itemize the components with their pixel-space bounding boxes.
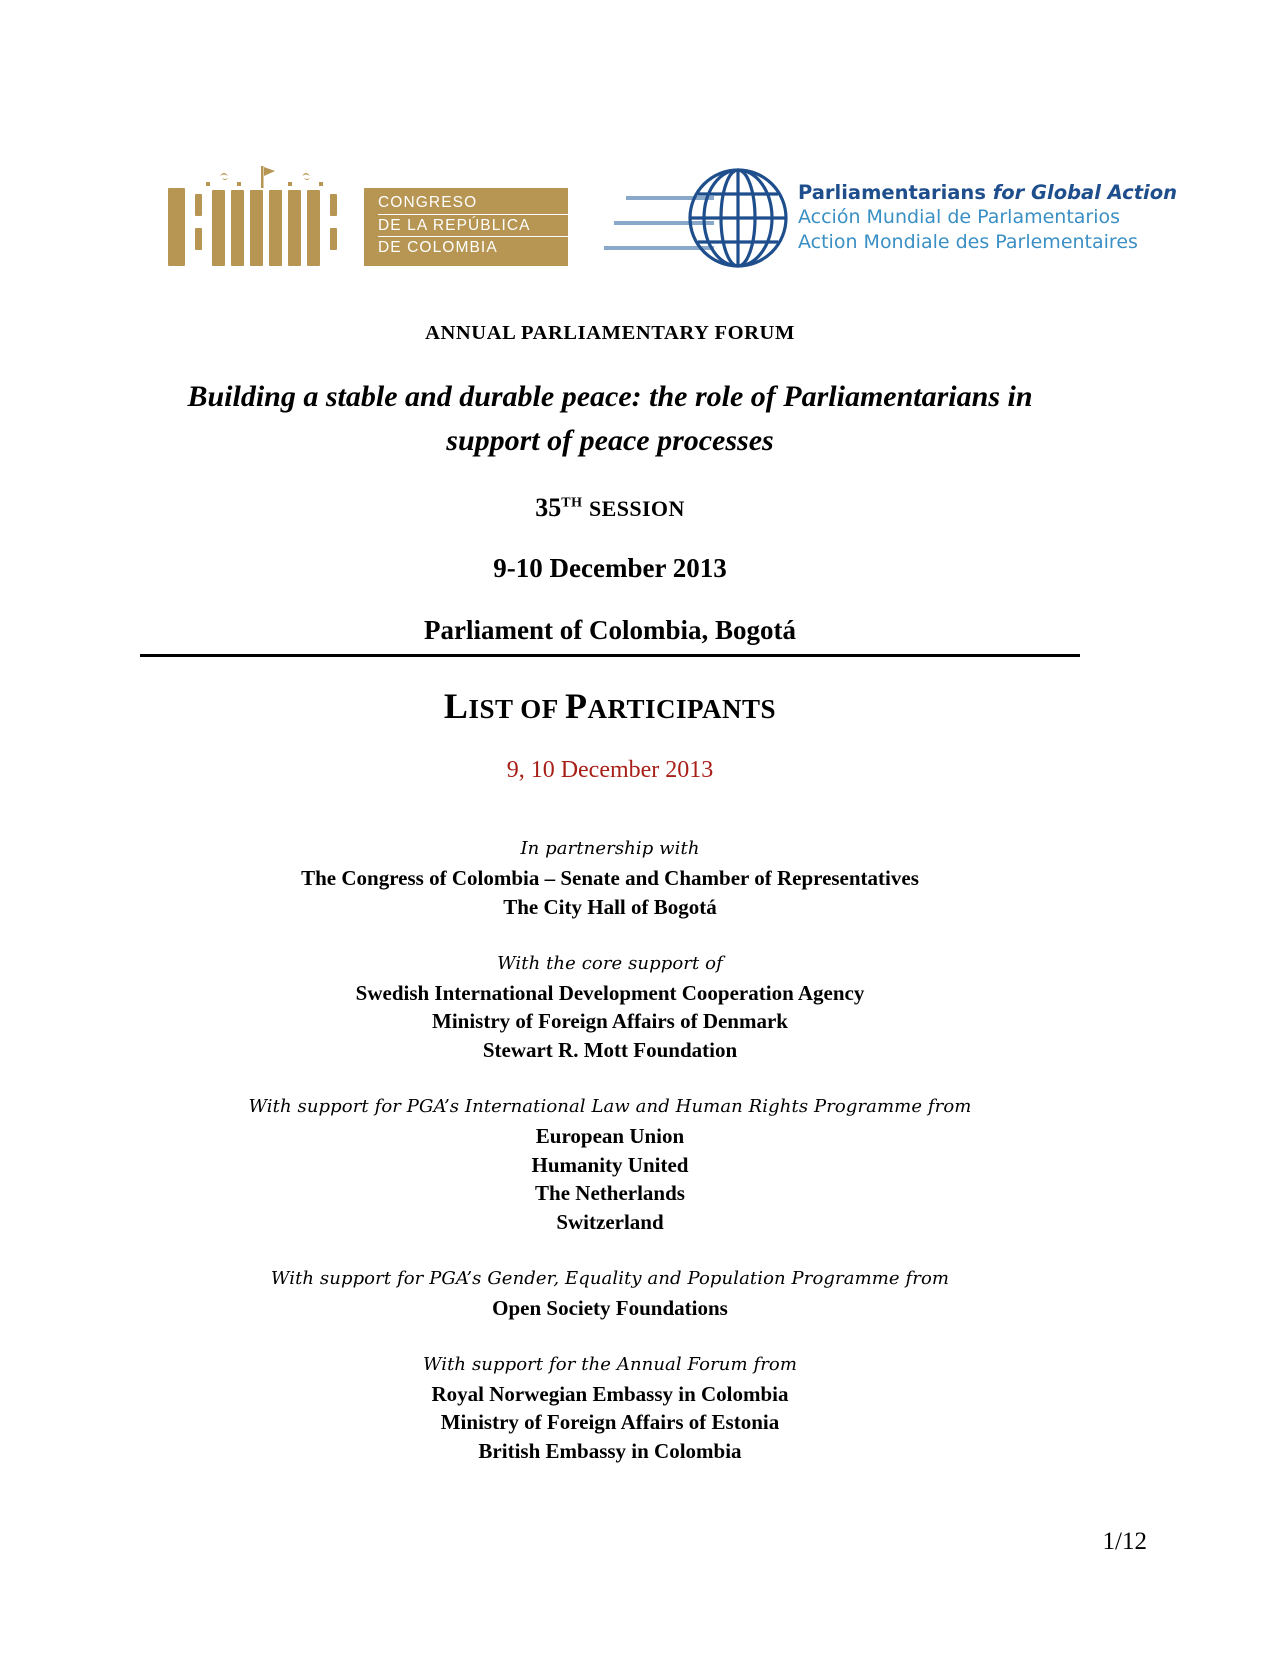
congreso-line-1: CONGRESO — [378, 195, 568, 215]
pga-line-2: Acción Mundial de Parlamentarios — [798, 206, 1121, 229]
supporter-item: Humanity United — [531, 1152, 689, 1177]
supporter-group — [140, 1268, 1080, 1323]
supporter-item: British Embassy in Colombia — [478, 1439, 742, 1464]
supporter-group-lead: In partnership with — [520, 838, 700, 859]
session-line — [140, 493, 1080, 523]
globe-icon — [684, 164, 792, 272]
supporter-group — [140, 1096, 1080, 1237]
supporter-item: The Congress of Colombia – Senate and Chamber of Representatives — [301, 866, 919, 890]
page-title-cap-l: L — [443, 685, 469, 726]
supporter-item: Swedish International Development Cooperation Agency — [355, 980, 865, 1005]
supporter-item: The Netherlands — [535, 1181, 685, 1206]
supporter-group-lead: With support for PGA’s Gender, Equality and Population Programme from — [270, 1267, 950, 1289]
supporter-group — [140, 953, 1080, 1065]
page-title-cap-p: P — [564, 685, 588, 726]
page-title-rest-2: ARTICIPANTS — [587, 693, 777, 724]
session-number: 35 — [535, 492, 562, 522]
pga-line-1 — [798, 180, 1178, 205]
supporter-item: Open Society Foundations — [492, 1295, 728, 1320]
supporter-item: Royal Norwegian Embassy in Colombia — [431, 1381, 789, 1406]
supporters-section — [140, 838, 1080, 1466]
congreso-de-la-republica-de-colombia-logo — [168, 166, 568, 276]
congreso-line-3: DE COLOMBIA — [378, 239, 498, 256]
title-block — [140, 322, 1080, 784]
supporter-item: The City Hall of Bogotá — [503, 894, 717, 919]
pga-line-1-italic: for Global Action — [992, 181, 1178, 204]
page-title — [140, 685, 1080, 727]
page-title-rest-1: IST OF — [468, 693, 565, 724]
horizontal-divider — [140, 654, 1080, 657]
session-ordinal: TH — [561, 494, 583, 510]
parliamentarians-for-global-action-logo — [604, 162, 1178, 274]
supporter-group — [140, 838, 1080, 922]
congreso-line-2: DE LA REPÚBLICA — [378, 218, 568, 238]
pga-line-3: Action Mondiale des Parlementaires — [798, 231, 1138, 254]
supporter-item: Stewart R. Mott Foundation — [482, 1038, 738, 1063]
supporter-group-lead: With the core support of — [497, 952, 723, 974]
supporter-item: Ministry of Foreign Affairs of Estonia — [440, 1410, 780, 1435]
forum-title: Building a stable and durable peace: the role of Parliamentarians in support of peace processes — [187, 380, 1033, 457]
session-word: SESSION — [588, 495, 685, 521]
page-subdate: 9, 10 December 2013 — [506, 756, 714, 783]
supporter-item: Ministry of Foreign Affairs of Denmark — [432, 1009, 788, 1034]
pga-wordmark — [798, 180, 1178, 255]
pga-line-1-roman: Parliamentarians — [798, 181, 993, 204]
forum-kicker: ANNUAL PARLIAMENTARY FORUM — [425, 322, 795, 344]
supporter-group-lead: With support for PGA’s International Law and Human Rights Programme from — [248, 1095, 972, 1117]
supporter-group — [140, 1354, 1080, 1466]
logo-band — [0, 158, 1280, 278]
congreso-birds-and-flag-icon — [204, 166, 354, 190]
congreso-columns-icon — [168, 188, 364, 266]
supporter-item: European Union — [535, 1123, 685, 1148]
supporter-group-lead: With support for the Annual Forum from — [422, 1353, 798, 1375]
supporter-item: Switzerland — [556, 1210, 664, 1235]
congreso-wordmark — [364, 188, 568, 266]
event-dates: 9-10 December 2013 — [493, 552, 727, 583]
event-venue: Parliament of Colombia, Bogotá — [424, 614, 796, 645]
page-number: 1/12 — [1102, 1528, 1147, 1555]
